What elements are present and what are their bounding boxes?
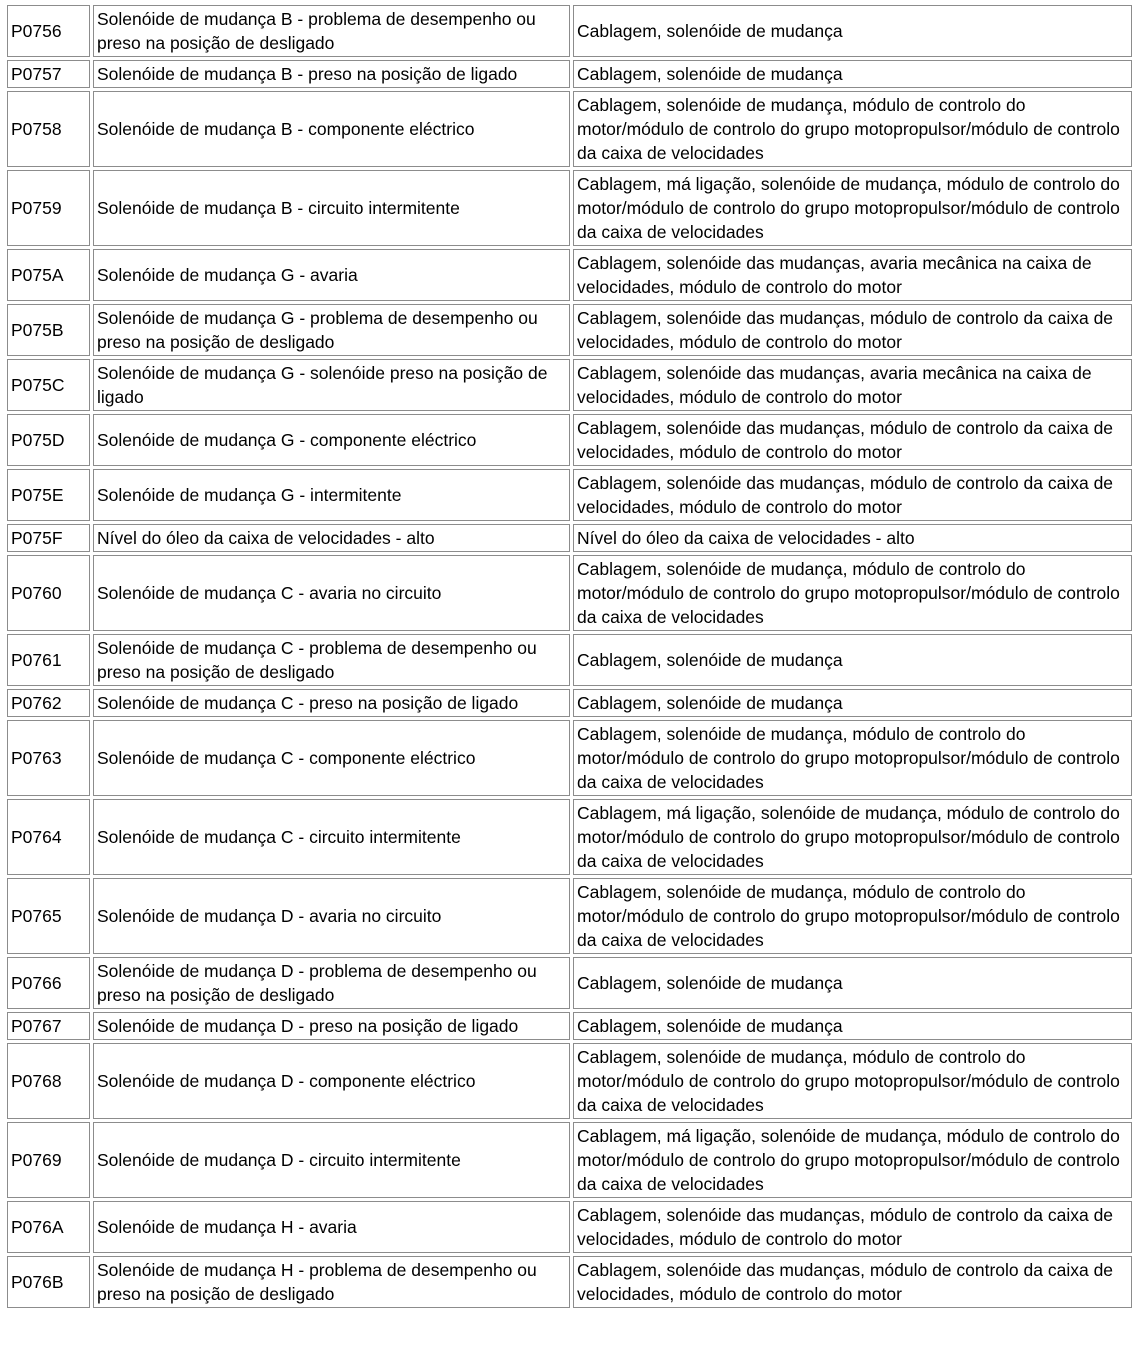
dtc-cause-cell: Nível do óleo da caixa de velocidades - alto: [573, 524, 1132, 552]
dtc-cause-cell: Cablagem, solenóide de mudança, módulo de controlo do motor/módulo de controlo do grupo motopropulsor/módulo de controlo da caixa de velocidades: [573, 555, 1132, 631]
dtc-description-cell: Solenóide de mudança G - avaria: [93, 249, 570, 301]
dtc-description-cell: Solenóide de mudança B - componente eléctrico: [93, 91, 570, 167]
dtc-description-cell: Solenóide de mudança G - solenóide preso na posição de ligado: [93, 359, 570, 411]
dtc-description-cell: Nível do óleo da caixa de velocidades - alto: [93, 524, 570, 552]
table-row: [7, 799, 1132, 875]
dtc-description-cell: Solenóide de mudança G - problema de desempenho ou preso na posição de desligado: [93, 304, 570, 356]
dtc-cause-cell: Cablagem, solenóide de mudança: [573, 957, 1132, 1009]
dtc-description-cell: Solenóide de mudança H - problema de desempenho ou preso na posição de desligado: [93, 1256, 570, 1308]
dtc-cause-cell: Cablagem, solenóide das mudanças, módulo de controlo da caixa de velocidades, módulo de controlo do motor: [573, 304, 1132, 356]
dtc-description-cell: Solenóide de mudança C - componente eléctrico: [93, 720, 570, 796]
dtc-code-cell: P076B: [7, 1256, 90, 1308]
dtc-description-cell: Solenóide de mudança B - problema de desempenho ou preso na posição de desligado: [93, 5, 570, 57]
table-row: [7, 524, 1132, 552]
dtc-cause-cell: Cablagem, solenóide das mudanças, módulo de controlo da caixa de velocidades, módulo de controlo do motor: [573, 1256, 1132, 1308]
table-row: [7, 304, 1132, 356]
dtc-cause-cell: Cablagem, solenóide de mudança: [573, 1012, 1132, 1040]
dtc-code-cell: P0759: [7, 170, 90, 246]
dtc-cause-cell: Cablagem, má ligação, solenóide de mudança, módulo de controlo do motor/módulo de controlo do grupo motopropulsor/módulo de controlo da caixa de velocidades: [573, 170, 1132, 246]
dtc-cause-cell: Cablagem, solenóide das mudanças, avaria mecânica na caixa de velocidades, módulo de controlo do motor: [573, 359, 1132, 411]
dtc-description-cell: Solenóide de mudança D - preso na posição de ligado: [93, 1012, 570, 1040]
dtc-code-cell: P0757: [7, 60, 90, 88]
table-row: [7, 1122, 1132, 1198]
table-row: [7, 249, 1132, 301]
dtc-description-cell: Solenóide de mudança C - circuito intermitente: [93, 799, 570, 875]
dtc-code-cell: P075A: [7, 249, 90, 301]
dtc-cause-cell: Cablagem, má ligação, solenóide de mudança, módulo de controlo do motor/módulo de controlo do grupo motopropulsor/módulo de controlo da caixa de velocidades: [573, 1122, 1132, 1198]
dtc-description-cell: Solenóide de mudança D - circuito intermitente: [93, 1122, 570, 1198]
dtc-code-cell: P0769: [7, 1122, 90, 1198]
table-row: [7, 1201, 1132, 1253]
dtc-cause-cell: Cablagem, solenóide das mudanças, avaria mecânica na caixa de velocidades, módulo de controlo do motor: [573, 249, 1132, 301]
dtc-cause-cell: Cablagem, solenóide das mudanças, módulo de controlo da caixa de velocidades, módulo de controlo do motor: [573, 414, 1132, 466]
table-row: [7, 91, 1132, 167]
table-row: [7, 414, 1132, 466]
table-row: [7, 1012, 1132, 1040]
table-row: [7, 689, 1132, 717]
dtc-cause-cell: Cablagem, solenóide de mudança: [573, 60, 1132, 88]
dtc-cause-cell: Cablagem, solenóide de mudança, módulo de controlo do motor/módulo de controlo do grupo motopropulsor/módulo de controlo da caixa de velocidades: [573, 878, 1132, 954]
dtc-table-body: [7, 5, 1132, 1308]
dtc-cause-cell: Cablagem, solenóide de mudança, módulo de controlo do motor/módulo de controlo do grupo motopropulsor/módulo de controlo da caixa de velocidades: [573, 1043, 1132, 1119]
dtc-code-cell: P0768: [7, 1043, 90, 1119]
table-row: [7, 469, 1132, 521]
dtc-description-cell: Solenóide de mudança D - componente eléctrico: [93, 1043, 570, 1119]
table-row: [7, 60, 1132, 88]
dtc-code-cell: P076A: [7, 1201, 90, 1253]
dtc-description-cell: Solenóide de mudança B - circuito intermitente: [93, 170, 570, 246]
dtc-code-cell: P0766: [7, 957, 90, 1009]
dtc-code-cell: P0764: [7, 799, 90, 875]
dtc-table: [4, 2, 1135, 1311]
dtc-code-cell: P0756: [7, 5, 90, 57]
dtc-description-cell: Solenóide de mudança G - intermitente: [93, 469, 570, 521]
dtc-description-cell: Solenóide de mudança C - preso na posição de ligado: [93, 689, 570, 717]
dtc-code-cell: P0760: [7, 555, 90, 631]
dtc-code-cell: P0762: [7, 689, 90, 717]
table-row: [7, 170, 1132, 246]
dtc-code-cell: P0758: [7, 91, 90, 167]
dtc-cause-cell: Cablagem, solenóide das mudanças, módulo de controlo da caixa de velocidades, módulo de controlo do motor: [573, 1201, 1132, 1253]
dtc-code-cell: P0767: [7, 1012, 90, 1040]
table-row: [7, 878, 1132, 954]
dtc-code-cell: P075C: [7, 359, 90, 411]
dtc-code-cell: P075B: [7, 304, 90, 356]
table-row: [7, 720, 1132, 796]
table-row: [7, 1256, 1132, 1308]
dtc-cause-cell: Cablagem, solenóide de mudança: [573, 634, 1132, 686]
table-row: [7, 957, 1132, 1009]
dtc-description-cell: Solenóide de mudança D - problema de desempenho ou preso na posição de desligado: [93, 957, 570, 1009]
table-row: [7, 359, 1132, 411]
dtc-description-cell: Solenóide de mudança H - avaria: [93, 1201, 570, 1253]
dtc-description-cell: Solenóide de mudança B - preso na posição de ligado: [93, 60, 570, 88]
dtc-cause-cell: Cablagem, solenóide de mudança: [573, 689, 1132, 717]
table-row: [7, 5, 1132, 57]
dtc-cause-cell: Cablagem, solenóide de mudança, módulo de controlo do motor/módulo de controlo do grupo motopropulsor/módulo de controlo da caixa de velocidades: [573, 720, 1132, 796]
table-row: [7, 555, 1132, 631]
dtc-description-cell: Solenóide de mudança C - problema de desempenho ou preso na posição de desligado: [93, 634, 570, 686]
dtc-cause-cell: Cablagem, má ligação, solenóide de mudança, módulo de controlo do motor/módulo de controlo do grupo motopropulsor/módulo de controlo da caixa de velocidades: [573, 799, 1132, 875]
dtc-code-cell: P075F: [7, 524, 90, 552]
dtc-code-cell: P075D: [7, 414, 90, 466]
dtc-code-cell: P0761: [7, 634, 90, 686]
dtc-description-cell: Solenóide de mudança C - avaria no circuito: [93, 555, 570, 631]
dtc-code-cell: P0765: [7, 878, 90, 954]
table-row: [7, 1043, 1132, 1119]
dtc-description-cell: Solenóide de mudança D - avaria no circuito: [93, 878, 570, 954]
table-row: [7, 634, 1132, 686]
dtc-code-cell: P0763: [7, 720, 90, 796]
dtc-code-cell: P075E: [7, 469, 90, 521]
dtc-description-cell: Solenóide de mudança G - componente eléctrico: [93, 414, 570, 466]
dtc-cause-cell: Cablagem, solenóide das mudanças, módulo de controlo da caixa de velocidades, módulo de controlo do motor: [573, 469, 1132, 521]
dtc-cause-cell: Cablagem, solenóide de mudança: [573, 5, 1132, 57]
dtc-cause-cell: Cablagem, solenóide de mudança, módulo de controlo do motor/módulo de controlo do grupo motopropulsor/módulo de controlo da caixa de velocidades: [573, 91, 1132, 167]
